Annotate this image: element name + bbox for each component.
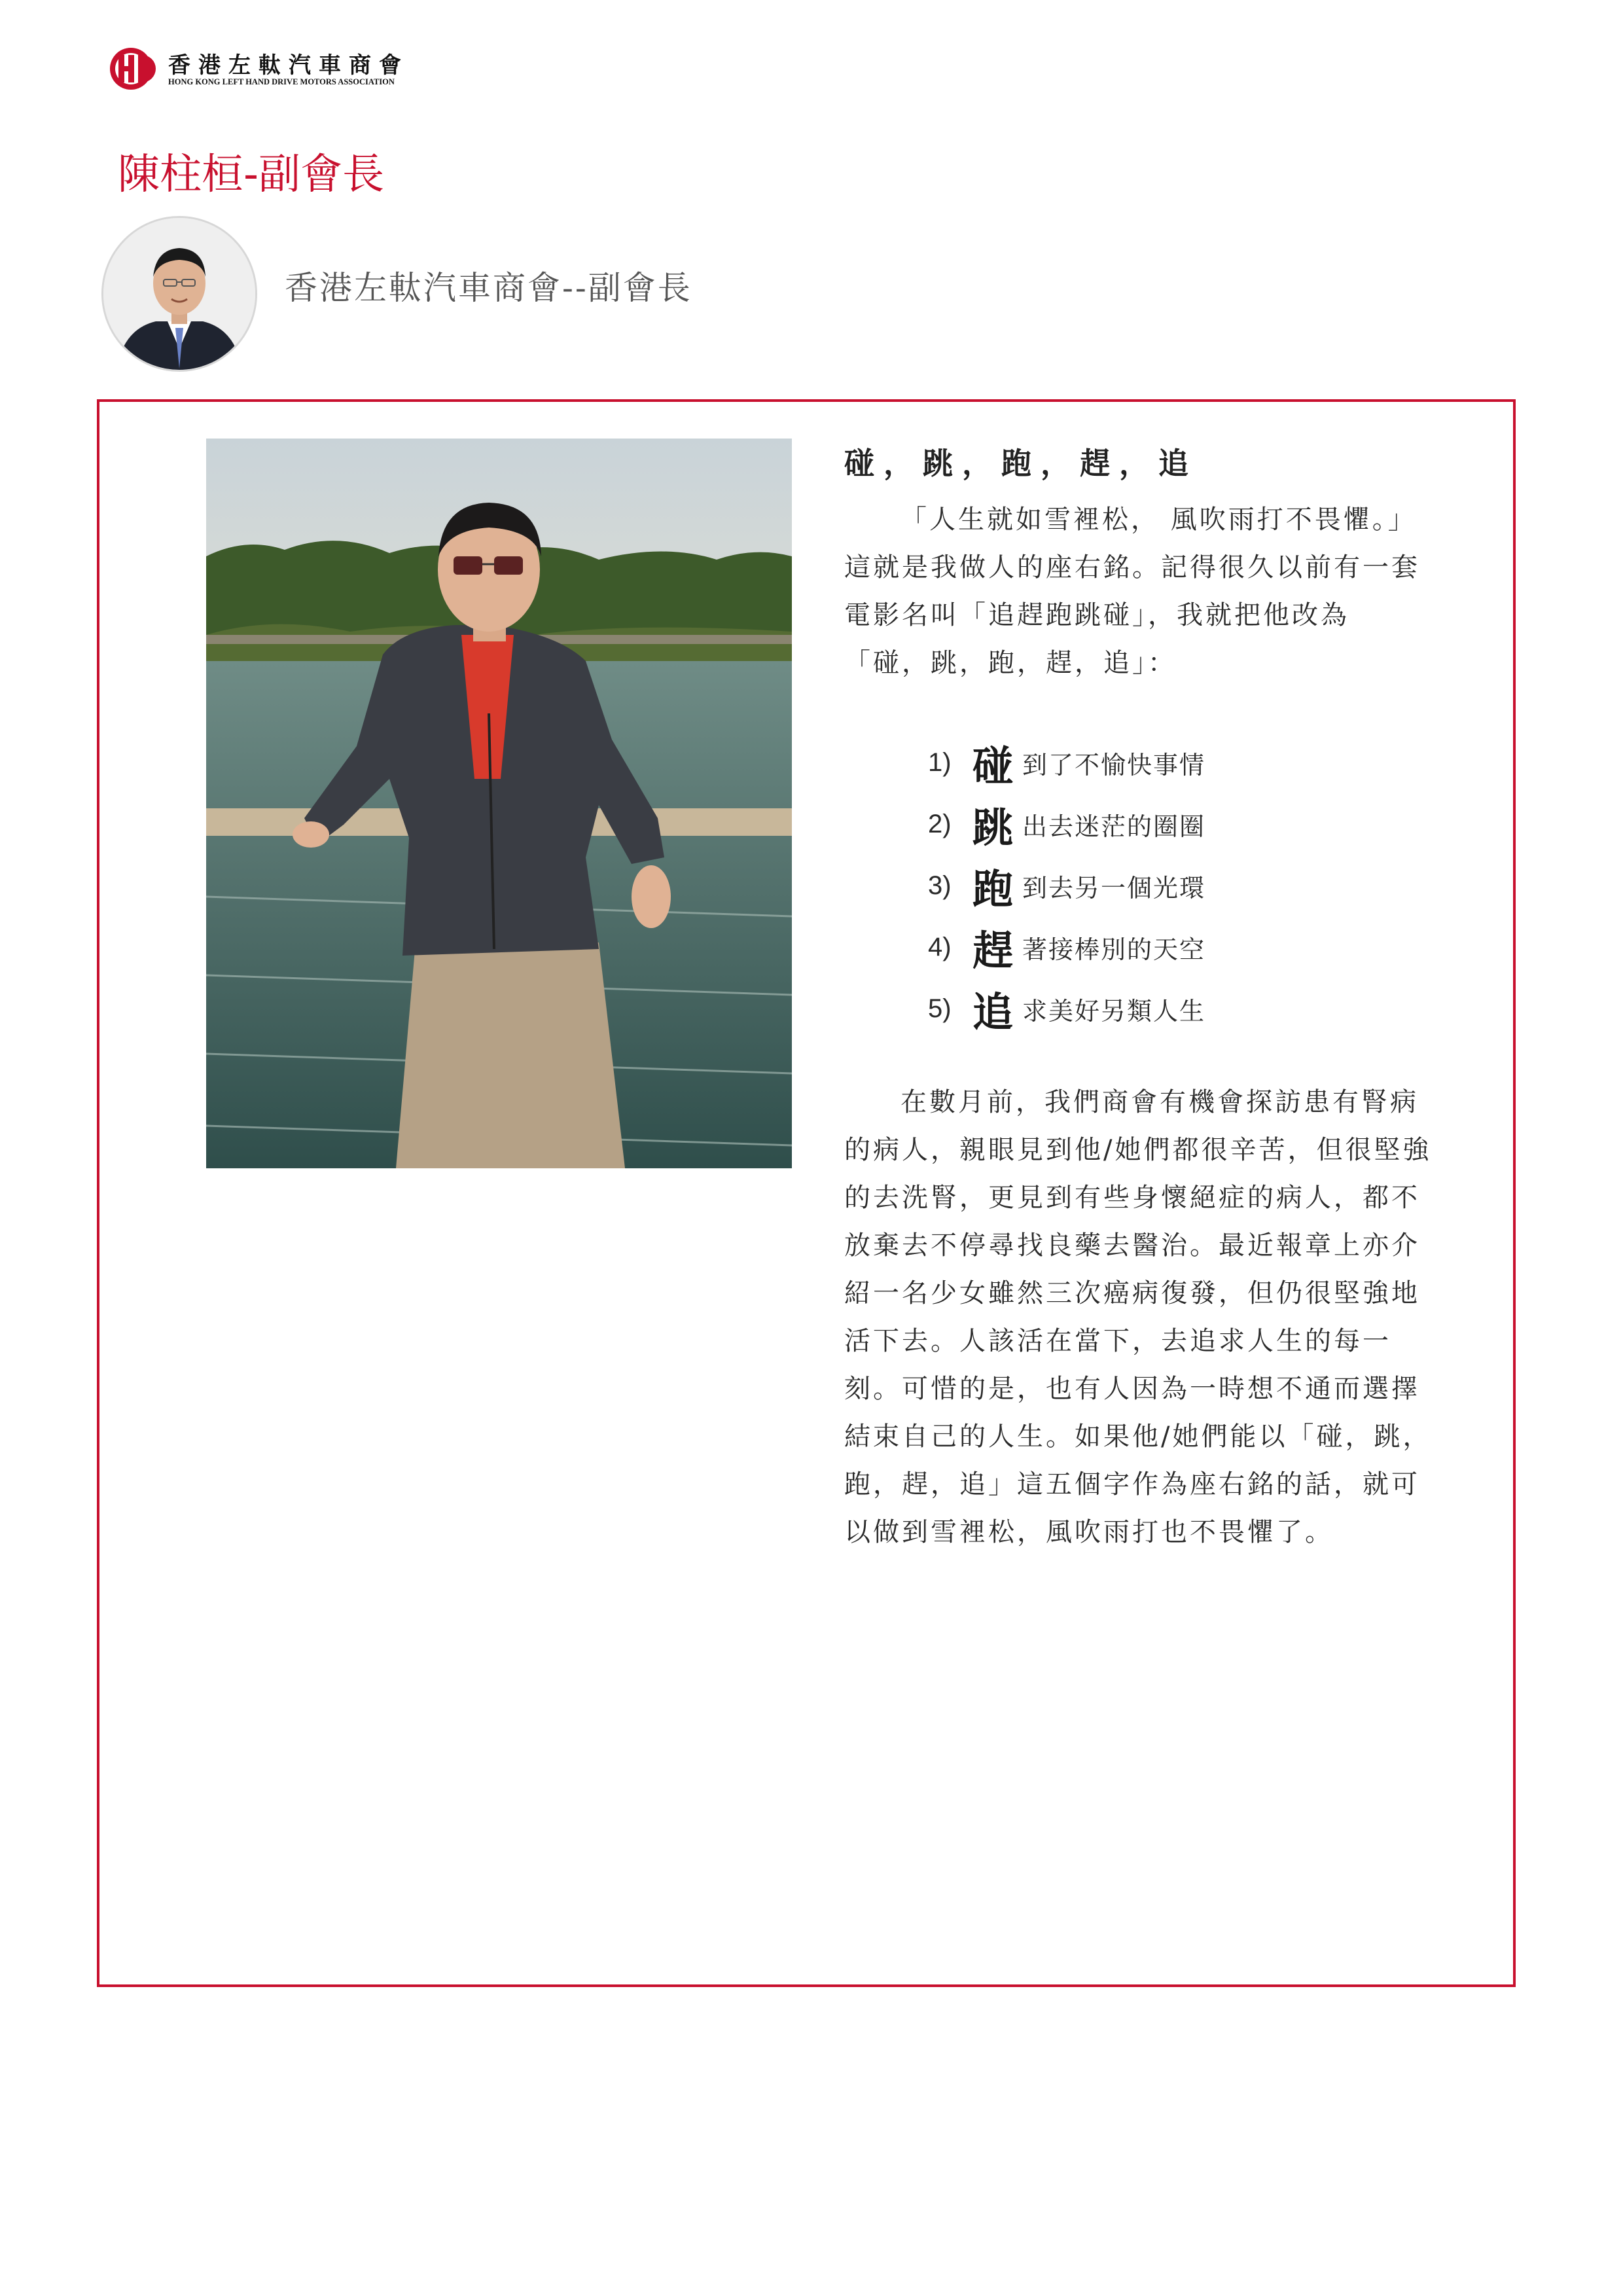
article [844,432,1433,1556]
avatar [101,216,257,372]
motto-number: 5) [928,994,952,1023]
motto-character: 跳 [972,803,1014,852]
profile-subtitle: 香港左軚汽車商會--副會長 [285,269,692,307]
motto-text: 著接棒別的天空 [1022,935,1206,964]
motto-character: 趕 [972,926,1014,975]
motto-item [928,732,1433,793]
motto-character: 碰 [972,742,1014,790]
portrait-illustration [103,218,255,370]
motto-text: 求美好另類人生 [1022,996,1206,1026]
motto-item [928,855,1433,916]
motto-item [928,916,1433,978]
lakeside-photo [206,439,792,1168]
motto-character: 追 [972,988,1014,1036]
motto-number: 2) [928,809,952,838]
chd-logo-mark [108,46,160,92]
logo-chinese-name: 香港左軚汽車商會 [168,52,409,79]
article-heading: 碰，跳，跑，趕，追 [844,446,1198,481]
photo-illustration [206,439,792,1168]
motto-item [928,793,1433,855]
motto-text: 出去迷茫的圈圈 [1022,812,1206,841]
motto-text: 到了不愉快事情 [1022,750,1206,780]
body-paragraph: 在數月前，我們商會有機會探訪患有腎病的病人，親眼見到他/她們都很辛苦，但很堅強的去洗腎，更見到有些身懷絕症的病人，都不放棄去不停尋找良藥去醫治。最近報章上亦介紹一名少女雖然三次癌病復發，但仍很堅強地活下去。人該活在當下，去追求人生的每一刻。可惜的是，也有人因為一時想不通而選擇結束自己的人生。如果他/她們能以「碰，跳，跑，趕，追」這五個字作為座右銘的話，就可以做到雪裡松，風吹雨打也不畏懼了。 [844,1087,1432,1547]
intro-paragraph: 「人生就如雪裡松， 風吹雨打不畏懼。」這就是我做人的座右銘。記得很久以前有一套電影名叫「追趕跑跳碰」，我就把他改為「碰，跳，跑，趕，追」： [844,505,1420,678]
motto-number: 4) [928,932,952,961]
page-title: 陳柱桓-副會長 [118,151,385,199]
motto-list [928,732,1433,1039]
motto-character: 跑 [972,865,1014,913]
motto-item [928,978,1433,1039]
motto-number: 1) [928,747,952,777]
association-logo [108,46,448,92]
motto-number: 3) [928,870,952,900]
motto-text: 到去另一個光環 [1022,873,1206,903]
logo-english-name: HONG KONG LEFT HAND DRIVE MOTORS ASSOCIATION [168,77,395,86]
